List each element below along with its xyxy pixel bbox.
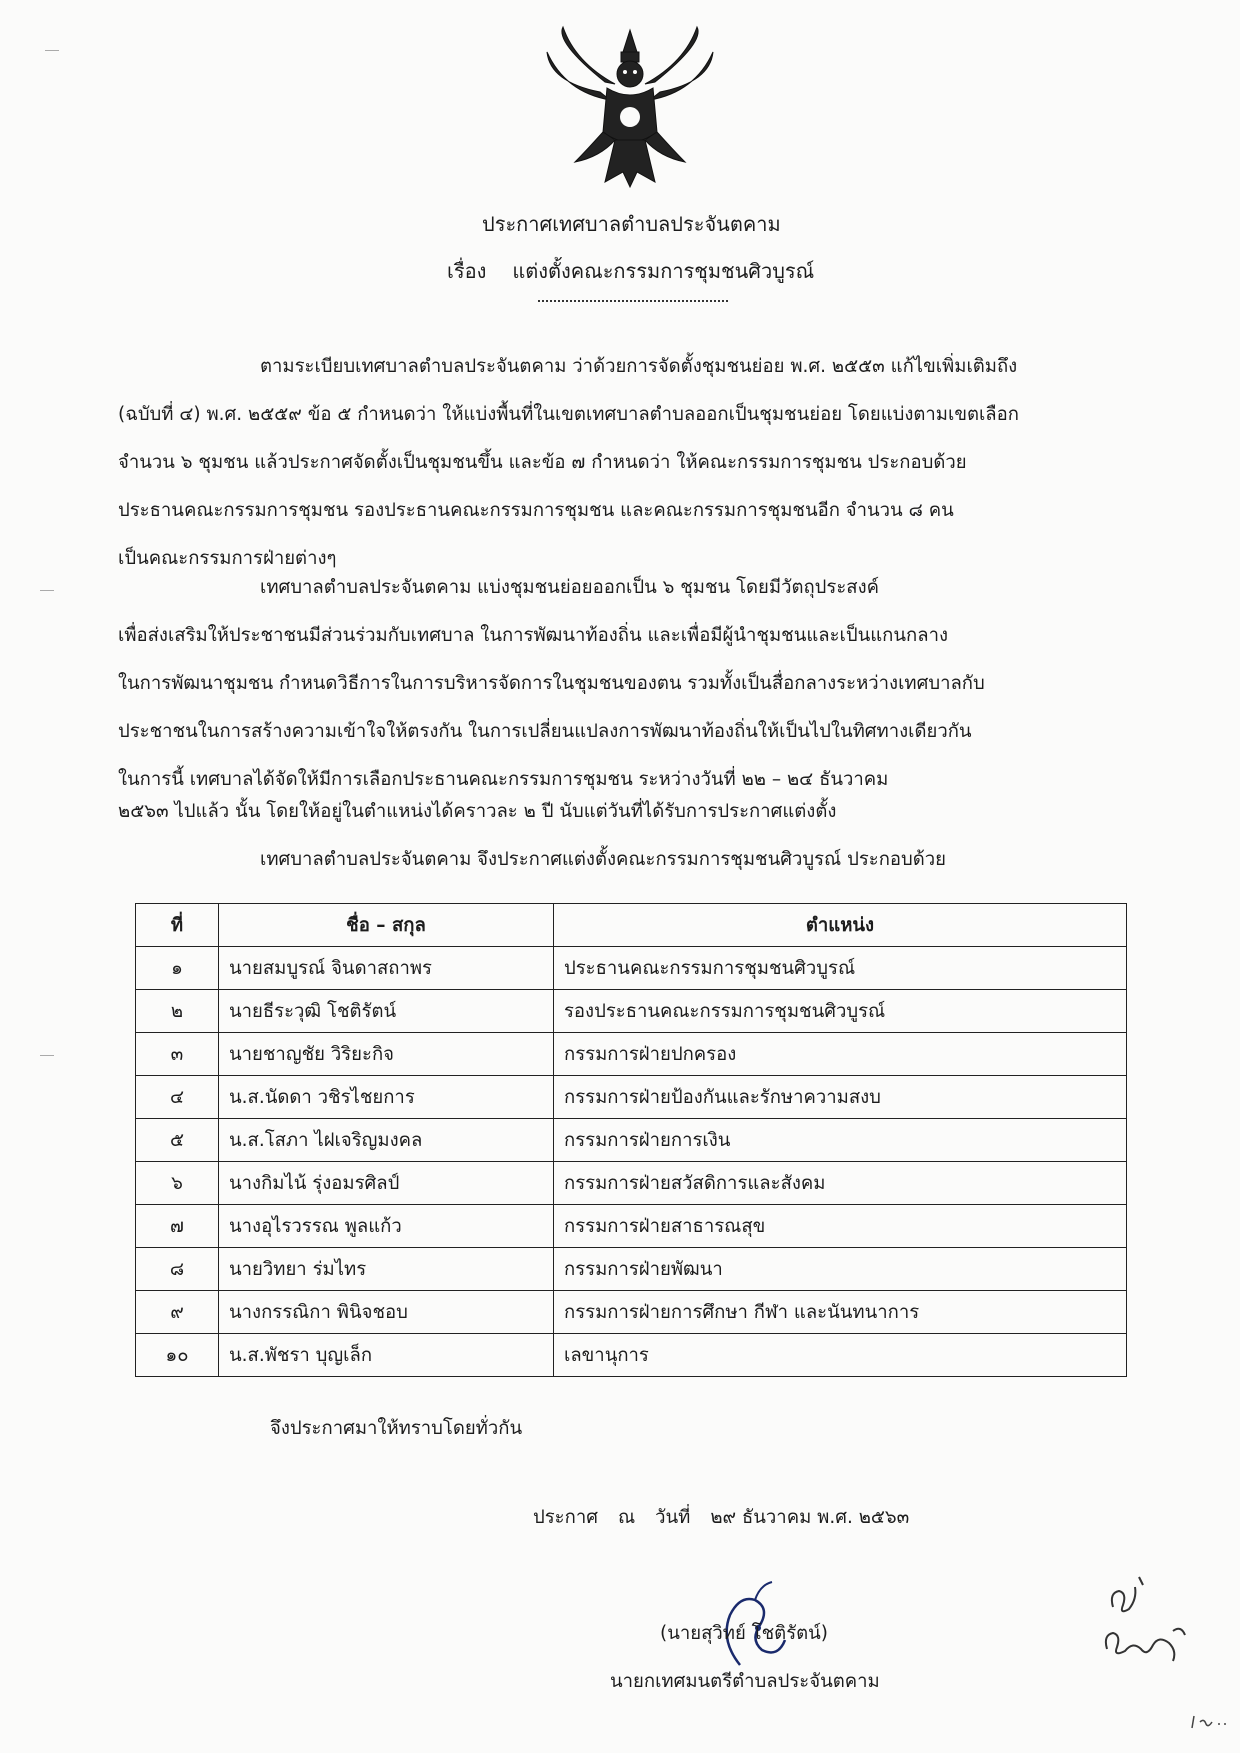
page-mark: [1190, 1712, 1230, 1732]
table-header-row: [136, 904, 1127, 947]
announcement-title: ประกาศเทศบาลตำบลประจันตคาม: [482, 212, 781, 236]
punch-mark: [40, 590, 54, 592]
row-name: น.ส.นัดดา วชิรไชยการ: [219, 1076, 554, 1119]
dotted-divider: [538, 300, 728, 302]
punch-mark: [45, 50, 59, 52]
paragraph-1-line-4: ประธานคณะกรรมการชุมชน รองประธานคณะกรรมการชุมชน และคณะกรรมการชุมชนอีก จำนวน ๘ คน: [118, 500, 954, 521]
row-position: กรรมการฝ่ายปกครอง: [554, 1033, 1127, 1076]
table-row: [136, 1076, 1127, 1119]
paragraph-2-line-5: ในการนี้ เทศบาลได้จัดให้มีการเลือกประธานคณะกรรมการชุมชน ระหว่างวันที่ ๒๒ – ๒๔ ธันวาคม: [118, 769, 889, 790]
subject-label: เรื่อง: [447, 259, 487, 283]
row-no: ๓: [136, 1033, 219, 1076]
punch-mark: [40, 1055, 54, 1057]
row-position: เลขานุการ: [554, 1334, 1127, 1377]
row-name: นายวิทยา ร่มไทร: [219, 1248, 554, 1291]
row-name: นางกรรณิกา พินิจชอบ: [219, 1291, 554, 1334]
row-name: น.ส.พัชรา บุญเล็ก: [219, 1334, 554, 1377]
paragraph-2-line-4: ประชาชนในการสร้างความเข้าใจให้ตรงกัน ในการเปลี่ยนแปลงการพัฒนาท้องถิ่นให้เป็นไปในทิศทางเดียวกัน: [118, 721, 972, 742]
row-name: น.ส.โสภา ไฝเจริญมงคล: [219, 1119, 554, 1162]
row-no: ๑: [136, 947, 219, 990]
paragraph-2-line-3: ในการพัฒนาชุมชน กำหนดวิธีการในการบริหารจัดการในชุมชนของตน รวมทั้งเป็นสื่อกลางระหว่างเทศบาลกับ: [118, 673, 985, 694]
row-no: ๘: [136, 1248, 219, 1291]
paragraph-1-line-2: (ฉบับที่ ๔) พ.ศ. ๒๕๕๙ ข้อ ๕ กำหนดว่า ให้แบ่งพื้นที่ในเขตเทศบาลตำบลออกเป็นชุมชนย่อย โดยแบ่งตามเขตเลือก: [118, 404, 1019, 425]
row-position: กรรมการฝ่ายพัฒนา: [554, 1248, 1127, 1291]
paragraph-2-line-2: เพื่อส่งเสริมให้ประชาชนมีส่วนร่วมกับเทศบาล ในการพัฒนาท้องถิ่น และเพื่อมีผู้นำชุมชนและเป็นแกนกลาง: [118, 625, 948, 646]
announcement-date: [533, 1503, 909, 1532]
paragraph-1-line-3: จำนวน ๖ ชุมชน แล้วประกาศจัดตั้งเป็นชุมชนขึ้น และข้อ ๗ กำหนดว่า ให้คณะกรรมการชุมชน ประกอบด้วย: [118, 452, 967, 473]
row-no: ๑๐: [136, 1334, 219, 1377]
committee-table: [135, 903, 1127, 1377]
table-row: [136, 1334, 1127, 1377]
table-row: [136, 1033, 1127, 1076]
date-day-label: วันที่: [655, 1507, 691, 1528]
signatory-name: (นายสุวิทย์ โชติรัตน์): [660, 1623, 829, 1644]
table-row: [136, 1119, 1127, 1162]
announcement-subject: [447, 255, 814, 287]
row-name: นายธีระวุฒิ โชติรัตน์: [219, 990, 554, 1033]
table-row: [136, 1162, 1127, 1205]
row-no: ๗: [136, 1205, 219, 1248]
row-no: ๖: [136, 1162, 219, 1205]
row-position: กรรมการฝ่ายป้องกันและรักษาความสงบ: [554, 1076, 1127, 1119]
date-value: ๒๙ ธันวาคม พ.ศ. ๒๕๖๓: [710, 1507, 910, 1528]
row-position: รองประธานคณะกรรมการชุมชนศิวบูรณ์: [554, 990, 1127, 1033]
row-position: กรรมการฝ่ายการศึกษา กีฬา และนันทนาการ: [554, 1291, 1127, 1334]
garuda-emblem-icon: [545, 22, 715, 192]
row-no: ๕: [136, 1119, 219, 1162]
paragraph-1-line-5: เป็นคณะกรรมการฝ่ายต่างๆ: [118, 548, 337, 569]
header-position: ตำแหน่ง: [554, 904, 1127, 947]
table-row: [136, 1291, 1127, 1334]
row-name: นางกิมไน้ รุ่งอมรศิลป์: [219, 1162, 554, 1205]
handwritten-initials: [1095, 1565, 1205, 1675]
paragraph-3: เทศบาลตำบลประจันตคาม จึงประกาศแต่งตั้งคณะกรรมการชุมชนศิวบูรณ์ ประกอบด้วย: [260, 849, 946, 870]
row-name: นายชาญชัย วิริยะกิจ: [219, 1033, 554, 1076]
header-name: ชื่อ – สกุล: [219, 904, 554, 947]
row-name: นางอุไรวรรณ พูลแก้ว: [219, 1205, 554, 1248]
table-row: [136, 990, 1127, 1033]
row-position: กรรมการฝ่ายสาธารณสุข: [554, 1205, 1127, 1248]
signatory-position: นายกเทศมนตรีตำบลประจันตคาม: [610, 1671, 880, 1692]
subject-text: แต่งตั้งคณะกรรมการชุมชนศิวบูรณ์: [512, 259, 815, 283]
row-no: ๔: [136, 1076, 219, 1119]
table-row: [136, 1248, 1127, 1291]
row-position: กรรมการฝ่ายการเงิน: [554, 1119, 1127, 1162]
table-row: [136, 947, 1127, 990]
row-name: นายสมบูรณ์ จินดาสถาพร: [219, 947, 554, 990]
paragraph-2-line-6: ๒๕๖๓ ไปแล้ว นั้น โดยให้อยู่ในตำแหน่งได้คราวละ ๒ ปี นับแต่วันที่ได้รับการประกาศแต่งตั้ง: [118, 801, 837, 822]
paragraph-2-line-1: เทศบาลตำบลประจันตคาม แบ่งชุมชนย่อยออกเป็น ๖ ชุมชน โดยมีวัตถุประสงค์: [260, 577, 879, 598]
row-no: ๙: [136, 1291, 219, 1334]
date-at: ณ: [617, 1507, 636, 1528]
header-no: ที่: [136, 904, 219, 947]
closing-statement: จึงประกาศมาให้ทราบโดยทั่วกัน: [270, 1418, 523, 1439]
row-position: กรรมการฝ่ายสวัสดิการและสังคม: [554, 1162, 1127, 1205]
row-no: ๒: [136, 990, 219, 1033]
paragraph-1-line-1: ตามระเบียบเทศบาลตำบลประจันตคาม ว่าด้วยการจัดตั้งชุมชนย่อย พ.ศ. ๒๕๕๓ แก้ไขเพิ่มเติมถึง: [260, 356, 1018, 377]
row-position: ประธานคณะกรรมการชุมชนศิวบูรณ์: [554, 947, 1127, 990]
date-label: ประกาศ: [533, 1507, 598, 1528]
table-row: [136, 1205, 1127, 1248]
